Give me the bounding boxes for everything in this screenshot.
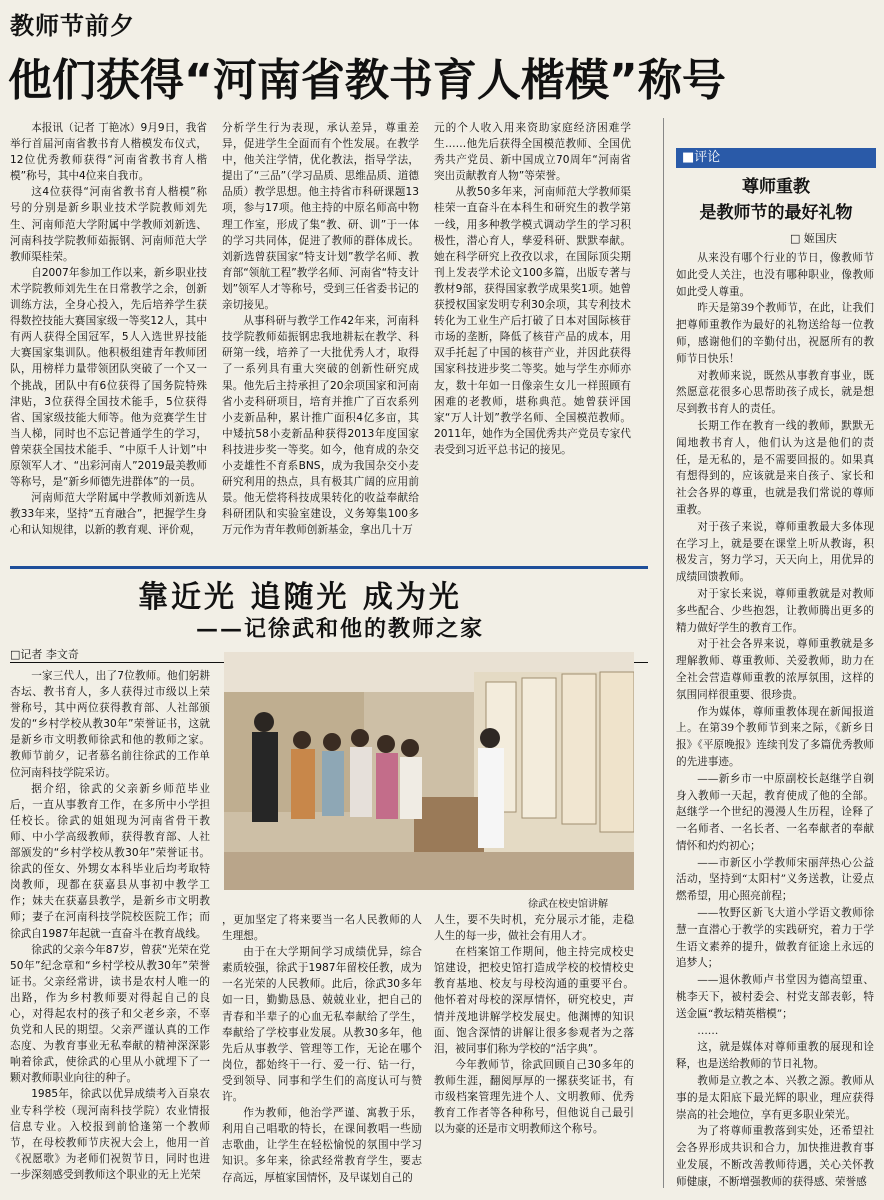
article1-column-1: [10, 120, 207, 540]
editorial-title-line2: 是教师节的最好礼物: [699, 203, 853, 223]
article1-column-2: [222, 120, 419, 540]
section-rule: [10, 566, 648, 569]
article1-paragraph: 河南师范大学附属中学教师刘新选从教33年来，坚持“五育融合”，把握学生身心和认知规律，以新的教育观、评价观，: [10, 492, 207, 537]
feature-column-1: [10, 668, 210, 1190]
editorial-paragraph: 从来没有哪个行业的节日，像教师节如此受人关注，也没有哪种职业，像教师如此受人尊重。: [676, 252, 874, 298]
article1-paragraph: 元的个人收入用来资助家庭经济困难学生……他先后获得全国模范教师、全国优秀共产党员、新中国成立70周年“河南省突出贡献教育人物”等荣誉。: [434, 122, 631, 183]
editorial-paragraph: 昨天是第39个教师节，在此，让我们把尊师重教作为最好的礼物送给每一位教师，感谢他们的辛勤付出，祝愿所有的教师节日快乐！: [676, 302, 874, 365]
editorial-paragraph: 为了将尊师重教落到实处，还希望社会各界形成共识和合力，加快推进教育事业发展，不断改善教师待遇，关心关怀教师健康，不断增强教师的获得感、荣誉感: [676, 1125, 874, 1188]
feature-column-3: [434, 912, 634, 1190]
article1-column-3: [434, 120, 631, 540]
feature-paragraph: 今年教师节，徐武回顾自己30多年的教师生涯，翻阅厚厚的一摞获奖证书，有市级档案管理先进个人、文明教师、优秀教育工作者等各种称号，但他说自己最引以为豪的还是市文明教师这个称号。: [434, 1058, 634, 1136]
feature-paragraph: 据介绍，徐武的父亲新乡师范毕业后，一直从事教育工作，在多所中小学担任校长。徐武的姐姐现为河南省骨干教师、中小学高级教师，获得教育部、人社部颁发的“乡村学校从教30年”荣誉证书。徐武的侄女、外甥女本科毕业后均考取特岗教师，现都在获嘉县从事初中教学工作；妹夫在获嘉县教学，是新乡市文明教师；妻子在河南科技学院校医院工作；而徐武自1987年起就一直奋斗在教育战线。: [10, 782, 210, 940]
feature-paragraph: 由于在大学期间学习成绩优异，综合素质较强，徐武于1987年留校任教，成为一名光荣的人民教师。此后，徐武30多年如一日，勤勤恳恳、兢兢业业，把自己的青春和半辈子的心血无私奉献给了学生，奉献给了学校事业发展。从教30多年，他先后从事教学、管理等工作，无论在哪个岗位，都始终干一行、爱一行、钻一行，受到领导、同事和学生们的高度认可与赞许。: [222, 946, 422, 1104]
comment-tag: ■评论: [676, 148, 876, 168]
editorial-paragraph: ——市新区小学教师宋丽萍热心公益活动，坚持到“太阳村”义务送教，让爱点燃希望，用心照亮前程；: [676, 856, 874, 903]
editorial-paragraph: 对于孩子来说，尊师重教最大多体现在学习上，就是要在课堂上听从教诲，积极发言，努力学习，天天向上，用优异的成绩回馈教师。: [676, 520, 874, 584]
editorial-paragraph: 教师是立教之本、兴教之源。教师从事的是太阳底下最光辉的职业，理应获得崇高的社会地位，享有更多职业荣光。: [676, 1075, 874, 1121]
editorial-title-line1: 尊师重教: [742, 177, 810, 197]
article1-paragraph: 自2007年参加工作以来，新乡职业技术学院教师刘先生在日常教学之余，创新训练方法，全身心投入，先后培养学生获得数控技能大赛国家级一等奖12人，其中有两人获得全国冠军，5人入选世界技能大赛国家集训队。他积极组建青年教师团队，用榜样力量带领团队突破了一个又一个挑战，团队中有6位获得了国务院特殊津贴，3位获得全国技术能手，5位获得省、国家级技能大师等。他为竞赛学生甘当人梯，同时也不忘记普通学生的学习，曾荣获全国技术能手、“中原千人计划”中原领军人才、“出彩河南人”2019最美教师等称号，是“新乡师德先进群体”的一员。: [10, 266, 207, 489]
editorial-paragraph: 对于家长来说，尊师重教就是对教师多些配合、少些抱怨，让教师腾出更多的精力做好学生的教育工作。: [676, 587, 874, 634]
editorial-column: [676, 250, 874, 1195]
article1-paragraph: 分析学生行为表现，承认差异，尊重差异，促进学生全面而有个性发展。在教学中，他关注学情，优化教法，指导学法，提出了“三品”（学习品质、思维品质、道德品质）教学思想。他主持省市科研课题13项，参与17项。他主持的中原名师高中物理工作室，形成了集“教、研、训”于一体的学习共同体，促进了教师的群体成长。刘新选曾获国家“特支计划”教学名师、教育部“领航工程”教学名师、河南省“特支计划”领军人才等称号，受到三任省委书记的亲切接见。: [222, 122, 419, 312]
feature-column-2: [222, 912, 422, 1190]
feature-title: 靠近光 追随光 成为光: [138, 580, 462, 615]
editorial-paragraph: 这，就是媒体对尊师重教的展现和诠释，也是送给教师的节日礼物。: [676, 1041, 874, 1071]
column-divider: [663, 118, 664, 1188]
editorial-paragraph: 对于社会各界来说，尊师重教就是多理解教师、尊重教师、关爱教师，助力在全社会营造尊师重教的浓厚氛围，这样的氛围同样很重要、很珍贵。: [676, 638, 874, 701]
main-headline: 他们获得“河南省教书育人楷模”称号: [8, 55, 726, 106]
editorial-paragraph: 对教师来说，既然从事教育事业，既然愿意花很多心思帮助孩子成长，就是想尽到教书育人的责任。: [676, 369, 874, 416]
feature-subtitle: ——记徐武和他的教师之家: [196, 616, 485, 642]
editorial-paragraph: 长期工作在教育一线的教师，默默无闻地教书育人，他们认为这是他们的责任，是无私的，是不需要回报的。如果真有想得到的，应该就是来自孩子、家长和社会各界的尊重，也就是我们常说的尊师重教。: [676, 419, 874, 516]
photo-caption: 徐武在校史馆讲解: [528, 899, 608, 910]
kicker-heading: 教师节前夕: [10, 12, 135, 40]
feature-paragraph: 1985年，徐武以优异成绩考入百泉农业专科学校（现河南科技学院）农业情报信息专业。入校报到前恰逢第一个教师节，在母校教师节庆祝大会上，他用一首《祝愿歌》为老师们祝贺节日，同时也进一步深刻感受到教师这个职业的无上光荣: [10, 1088, 210, 1181]
article1-paragraph: 这4位获得“河南省教书育人楷模”称号的分别是新乡职业技术学院教师刘先生、河南师范大学附属中学教师刘新选、河南科技学院教师茹振钢、河南师范大学教师渠桂荣。: [10, 186, 207, 263]
feature-byline: □记者 李文奇: [10, 648, 79, 661]
article1-paragraph: 从事科研与教学工作42年来，河南科技学院教师茹振钢忠我地耕耘在教学、科研第一线，培养了一大批优秀人才，取得了一系列具有重大突破的创新性研究成果。他先后主持承担了20余项国家和河南省小麦科研项目，培育并推广了百农系列小麦新品种，累计推广面积4亿多亩，其中矮抗58小麦新品种获得2013年度国家科技进步奖一等奖。如今，他育成的杂交小麦雄性不育系BNS，成为我国杂交小麦研究利用的热点，具有极其广阔的应用前景。他无偿将科技成果转化的收益奉献给科研团队和实验室建设，义务筹集100多万元作为青年教师创新基金，拿出几十万: [222, 315, 419, 537]
editorial-byline: □ 姬国庆: [790, 232, 837, 245]
feature-paragraph: 一家三代人，出了7位教师。他们躬耕杏坛、教书育人，多人获得过市级以上荣誉称号，其中两位获得教育部、人社部颁发的“乡村学校从教30年”荣誉证书，这就是新乡市文明教师徐武和他的教师之家。教师节前夕，记者慕名前往徐武的工作单位河南科技学院采访。: [10, 670, 210, 779]
feature-paragraph: ，更加坚定了将来要当一名人民教师的人生理想。: [222, 914, 422, 943]
feature-paragraph: 人生，要不失时机，充分展示才能，走稳人生的每一步，做社会有用人才。: [434, 914, 634, 943]
photo-xu-wu-museum: [224, 652, 634, 890]
editorial-paragraph: ——退休教师卢书堂因为德高望重、桃李天下，被村委会、村党支部表彰，特送金匾“教坛精英楷模”；: [676, 974, 874, 1020]
article1-paragraph: 从教50多年来，河南师范大学教师渠桂荣一直奋斗在本科生和研究生的教学第一线，用多种教学模式调动学生的学习积极性，潜心育人，孳爱科研、默默奉献。她在科学研究上孜孜以求，在国际顶尖期刊上发表学术论文100多篇，出版专著与教材9部，获得国家教学成果奖1项。她曾获授权国家发明专利30余项，其专利技术转化为工业生产后打破了日本对国际核苷市场的垄断，降低了核苷产品的成本，用双手托起了中国的核苷产业，并因此获得国家科技进步奖二等奖。她与学生亦师亦友，数十年如一日像亲生女儿一样照顾有困难的老教师，堪称典范。她曾获评国家“万人计划”教学名师、全国模范教师。2011年，她作为全国优秀共产党员专家代表受到习近平总书记的接见。: [434, 186, 631, 456]
feature-paragraph: 在档案馆工作期间，他主持完成校史馆建设，把校史馆打造成学校的校情校史教育基地、校友与母校沟通的重要平台。他怀着对母校的深厚情怀，研究校史，声情并茂地讲解学校发展史。他渊博的知识面、饱含深情的讲解让很多参观者为之落泪，被同事们称为学校的“活字典”。: [434, 946, 634, 1055]
editorial-paragraph: ……: [697, 1024, 719, 1037]
editorial-paragraph: ——新乡市一中原副校长赵继学自剃身入教师一天起，教育使成了他的全部。赵继学一个世纪的漫漫人生历程，诠释了一名师者、一名长者、一名奉献者的奉献情怀和灼灼初心；: [676, 772, 874, 852]
editorial-paragraph: 作为媒体，尊师重教体现在新闻报道上。在第39个教师节到来之际，《新乡日报》《平原晚报》连续刊发了多篇优秀教师的先进事迹。: [676, 705, 874, 768]
article1-paragraph: 本报讯（记者 丁艳冰）9月9日，我省举行首届河南省教书育人楷模发布仪式，12位优秀教师获得“河南省教书育人楷模”称号，其中4位来自我市。: [10, 122, 207, 183]
feature-paragraph: 徐武的父亲今年87岁，曾获“光荣在党50年”纪念章和“乡村学校从教30年”荣誉证书。父亲经常讲，读书是农村人唯一的出路，作为乡村教师要对得起自己的良心，对得起农村的孩子和父老乡亲，不辜负党和人民的期望。父亲严谨认真的工作态度、为教育事业无私奉献的精神深深影响着徐武，使徐武的心里从小就埋下了一颗对教师职业向往的种子。: [10, 943, 210, 1085]
editorial-paragraph: ——牧野区新飞大道小学语文教师徐慧一直潜心于教学的实践研究，着力于学生语文素养的提升，做教育征途上永远的追梦人；: [676, 907, 874, 970]
feature-paragraph: 作为教师，他治学严谨、寓教于乐，利用自己唱歌的特长，在课间教唱一些励志歌曲，让学生在轻松愉悦的氛围中学习知识。多年来，徐武经常教育学生，要志存高远，厚植家国情怀，及早谋划自己的: [222, 1107, 422, 1184]
